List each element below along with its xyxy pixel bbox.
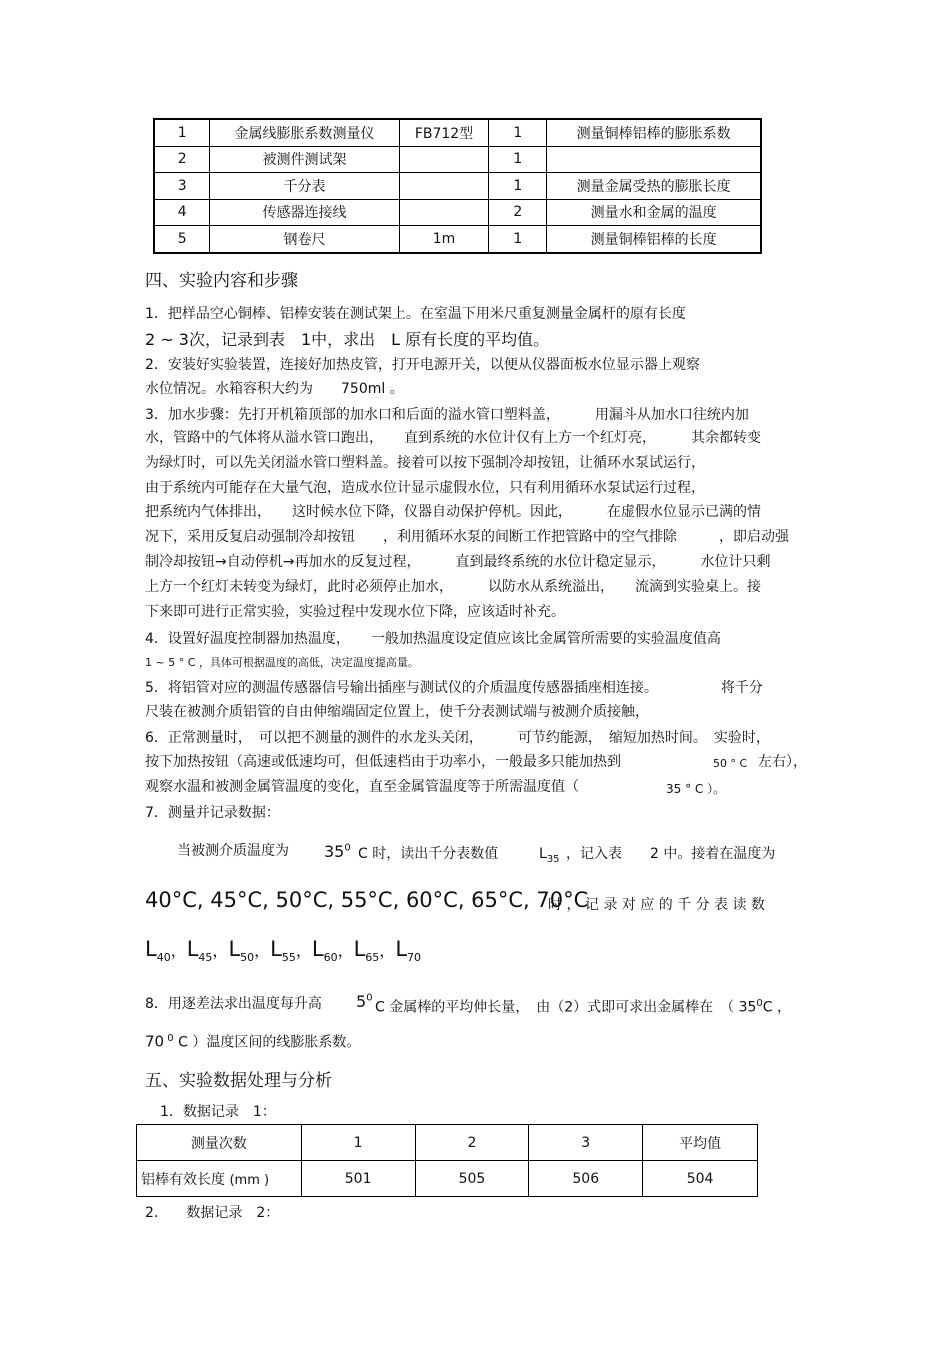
equipment-no-cell: 1: [154, 119, 210, 146]
equipment-qty-cell: 1: [489, 226, 547, 253]
equipment-name-cell: 传感器连接线: [210, 199, 399, 226]
temp-50c: 50 ° C: [713, 757, 748, 770]
para-line: 2．安装好实验装置，连接好加热皮管，打开电源开关，以便从仪器面板水位显示器上观察: [145, 357, 700, 373]
para-line: 6．正常测量时， 可以把不测量的测件的水龙头关闭， 可节约能源， 缩短加热时间。 实验时，: [145, 730, 770, 746]
equipment-row: [154, 199, 761, 226]
equipment-table: [153, 118, 762, 254]
para-line: 把系统内气体排出， 这时候水位下降，仪器自动保护停机。因此， 在虚假水位显示已满的情: [145, 504, 761, 520]
equipment-use-cell: [547, 146, 761, 173]
header-cell: 2: [415, 1125, 529, 1161]
para-line: 2 ~ 3次，记录到表 1中，求出 L 原有长度的平均值。: [145, 330, 550, 349]
equipment-qty-cell: 1: [489, 173, 547, 200]
equipment-spec-cell: 1m: [399, 226, 489, 253]
reading-item: $L_{65}$，: [353, 937, 396, 965]
para-line: 水位情况。水箱容积大约为 750ml 。: [145, 381, 404, 397]
step7-l35: $L_{35}$: [539, 846, 560, 865]
data-table-header-row: [137, 1125, 758, 1161]
equipment-no-cell: 5: [154, 226, 210, 253]
header-cell: 3: [529, 1125, 643, 1161]
equipment-row: [154, 119, 761, 146]
reading-item: $L_{70}$: [395, 937, 422, 965]
data-table-row: [137, 1161, 758, 1197]
step7-text-a: 当被测介质温度为: [177, 843, 289, 859]
para-line-tail: 左右），: [758, 754, 807, 770]
record1-label: 1．数据记录 1：: [160, 1104, 276, 1120]
equipment-use-cell: 测量水和金属的温度: [547, 199, 761, 226]
equipment-name-cell: 千分表: [210, 173, 399, 200]
value-cell: 505: [415, 1161, 529, 1197]
section4-heading: 四、实验内容和步骤: [145, 271, 298, 291]
equipment-no-cell: 4: [154, 199, 210, 226]
data-table: [136, 1124, 758, 1197]
equipment-table-body: [154, 119, 761, 253]
reading-item: $L_{50}$，: [228, 937, 271, 965]
header-cell: 测量次数: [137, 1125, 302, 1161]
value-cell: 501: [301, 1161, 415, 1197]
equipment-no-cell: 2: [154, 146, 210, 173]
header-cell: 平均值: [643, 1125, 758, 1161]
temperature-list: 40°C, 45°C, 50°C, 55°C, 60°C, 65°C, 70°C: [145, 888, 589, 912]
para-line: 尺装在被测介质铝管的自由伸缩端固定位置上，使千分表测试端与被测介质接触，: [145, 704, 649, 720]
para-line: 况下，采用反复启动强制冷却按钮 ，利用循环水泵的间断工作把管路中的空气排除 ，即启动强: [145, 529, 789, 545]
equipment-qty-cell: 1: [489, 146, 547, 173]
equipment-use-cell: 测量铜棒铝棒的膨胀系数: [547, 119, 761, 146]
equipment-spec-cell: [399, 199, 489, 226]
step7-text-f: ，记入表 2 中。接着在温度为: [566, 846, 776, 862]
reading-item: $L_{40}$，: [145, 937, 187, 965]
step8-text-c: C 金属棒的平均伸长量， 由（2）式即可求出金属棒在 （ $35^0C$ ，: [375, 998, 792, 1016]
para-line: 1．把样品空心铜棒、铝棒安装在测试架上。在室温下用米尺重复测量金属杆的原有长度: [145, 306, 686, 322]
equipment-no-cell: 3: [154, 173, 210, 200]
record2-label: 2. 数据记录 2：: [145, 1205, 280, 1221]
row-label-cell: 铝棒有效长度 (mm ): [137, 1161, 302, 1197]
para-line: 4．设置好温度控制器加热温度， 一般加热温度设定值应该比金属管所需要的实验温度值高: [145, 631, 721, 647]
para-line: 按下加热按钮（高速或低速均可，但低速档由于功率小，一般最多只能加热到: [145, 754, 621, 770]
equipment-name-cell: 金属线膨胀系数测量仪: [210, 119, 399, 146]
temp-35c: 35 ° C ）。: [666, 782, 726, 796]
step8-text-a: 8．用逐差法求出温度每升高: [145, 996, 322, 1012]
para-line: 3．加水步骤：先打开机箱顶部的加水口和后面的溢水管口塑料盖， 用漏斗从加水口往统内加: [145, 407, 749, 423]
step8-temp: $5^0$: [356, 992, 373, 1011]
header-cell: 1: [301, 1125, 415, 1161]
para-line: 观察水温和被测金属管温度的变化，直至金属管温度等于所需温度值（: [145, 779, 579, 795]
para-line: 7．测量并记录数据：: [145, 805, 280, 821]
equipment-spec-cell: [399, 146, 489, 173]
step7-temp: $35^0$: [324, 842, 351, 861]
equipment-name-cell: 钢卷尺: [210, 226, 399, 253]
reading-item: $L_{55}$，: [270, 937, 312, 965]
para-line: 由于系统内可能存在大量气泡，造成水位计显示虚假水位，只有利用循环水泵试运行过程，: [145, 480, 705, 496]
para-line: 5．将铝管对应的测温传感器信号输出插座与测试仪的介质温度传感器插座相连接。 将千分: [145, 680, 763, 696]
equipment-use-cell: 测量金属受热的膨胀长度: [547, 173, 761, 200]
equipment-name-cell: 被测件测试架: [210, 146, 399, 173]
reading-item: $L_{45}$，: [186, 937, 229, 965]
step7-text-c: C 时，读出千分表数值: [358, 846, 499, 862]
equipment-row: [154, 173, 761, 200]
para-line: 为绿灯时，可以先关闭溢水管口塑料盖。接着可以按下强制冷却按钮，让循环水泵试运行，: [145, 455, 705, 471]
equipment-row: [154, 146, 761, 173]
para-line: 水，管路中的气体将从溢水管口跑出， 直到系统的水位计仅有上方一个红灯亮， 其余都转变: [145, 430, 761, 446]
equipment-qty-cell: 2: [489, 199, 547, 226]
equipment-spec-cell: [399, 173, 489, 200]
equipment-row: [154, 226, 761, 253]
readings-list: [145, 937, 421, 964]
equipment-use-cell: 测量铜棒铝棒的长度: [547, 226, 761, 253]
value-cell: 504: [643, 1161, 758, 1197]
para-line: 1 ~ 5 ° C ，具体可根据温度的高低，决定温度提高量。: [145, 656, 419, 669]
para-line: 下来即可进行正常实验，实验过程中发现水位下降，应该适时补充。: [145, 604, 565, 620]
section5-heading: 五、实验数据处理与分析: [145, 1071, 332, 1091]
para-line: 制冷却按钮→自动停机→再加水的反复过程， 直到最终系统的水位计稳定显示， 水位计只剩: [145, 554, 771, 570]
step8-text-e: 70 $^0$ C ）温度区间的线膨胀系数。: [145, 1032, 361, 1051]
para-line: 上方一个红灯未转变为绿灯，此时必须停止加水， 以防水从系统溢出， 流滴到实验桌上。接: [145, 579, 761, 595]
value-cell: 506: [529, 1161, 643, 1197]
equipment-spec-cell: FB712型: [399, 119, 489, 146]
equipment-qty-cell: 1: [489, 119, 547, 146]
temperature-list-tail: 时 ， 记 录 对 应 的 千 分 表 读 数: [548, 897, 765, 913]
reading-item: $L_{60}$，: [311, 937, 354, 965]
